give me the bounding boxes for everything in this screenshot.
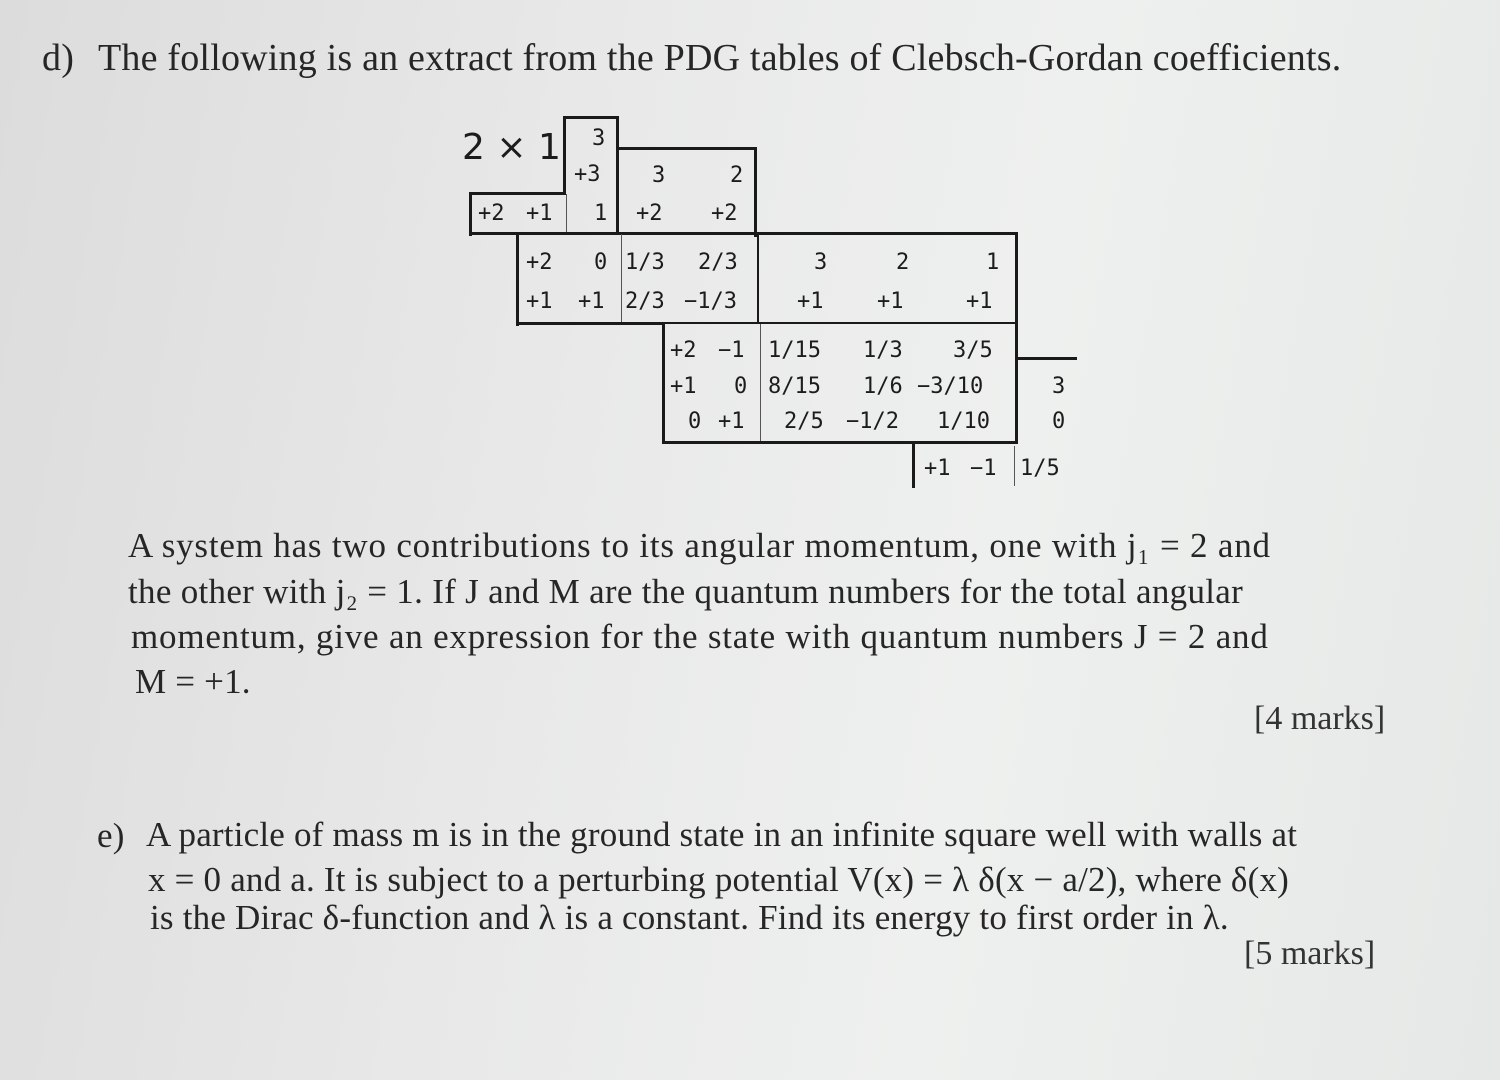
block3-r2-c2: 1/6: [863, 374, 903, 399]
block3-M2: +1: [877, 289, 904, 314]
block2-r2-m2: +1: [578, 289, 605, 314]
block3-r1-c2: 1/3: [863, 338, 903, 363]
block2-r1-c2: 2/3: [698, 250, 738, 275]
part-d-marks: [4 marks]: [1254, 700, 1386, 737]
block4-r1-m2: −1: [970, 456, 997, 481]
part-d-label: d): [42, 37, 75, 79]
block3-J1: 3: [814, 250, 828, 275]
block1-coeff: 1: [594, 201, 608, 226]
block4-r1-m1: +1: [924, 456, 951, 481]
block2-J2: 2: [730, 163, 744, 188]
block2-r2-m1: +1: [526, 289, 553, 314]
block3-r1-c1: 1/15: [768, 338, 821, 363]
block1-m2: +1: [526, 201, 553, 226]
block2-r2-c2: −1/3: [684, 289, 737, 314]
block3-J3: 1: [986, 250, 1000, 275]
part-d-question-line-3: momentum, give an expression for the state with quantum numbers J = 2 and: [131, 617, 1269, 656]
block2-r2-c1: 2/3: [625, 289, 665, 314]
block3-M1: +1: [797, 289, 824, 314]
part-d-question-line-2: the other with j₂ = 1. If J and M are the quantum numbers for the total angular: [128, 572, 1244, 611]
block3-r2-m1: +1: [670, 374, 697, 399]
part-e-marks: [5 marks]: [1244, 935, 1376, 972]
block3-r3-c3: 1/10: [937, 409, 990, 434]
part-d-question-line-4: M = +1.: [135, 662, 251, 701]
block1-m1: +2: [478, 201, 505, 226]
block2-M2: +2: [711, 201, 738, 226]
block2-J1: 3: [652, 163, 666, 188]
block2-r1-m2: 0: [594, 250, 608, 275]
block3-M3: +1: [966, 289, 993, 314]
block3-r2-c3: −3/10: [917, 374, 984, 399]
cg-table-title: 2 × 1: [462, 127, 561, 168]
block1-J: 3: [592, 126, 606, 151]
part-e-question-line-2: x = 0 and a. It is subject to a perturbing potential V(x) = λ δ(x − a/2), where δ(x): [148, 860, 1290, 899]
block3-r1-c3: 3/5: [953, 338, 993, 363]
part-e-question-line-3: is the Dirac δ-function and λ is a constant. Find its energy to first order in λ.: [150, 898, 1229, 937]
block3-r1-m1: +2: [670, 338, 697, 363]
block3-r3-c1: 2/5: [784, 409, 824, 434]
block2-r1-c1: 1/3: [625, 250, 665, 275]
part-d-question-line-1: A system has two contributions to its angular momentum, one with j₁ = 2 and: [128, 526, 1271, 565]
block4-r1-c1: 1/5: [1020, 456, 1060, 481]
block3-r1-m2: −1: [718, 338, 745, 363]
block3-r2-c1: 8/15: [768, 374, 821, 399]
part-d-intro: The following is an extract from the PDG tables of Clebsch-Gordan coefficients.: [98, 37, 1342, 79]
block3-r3-m1: 0: [688, 409, 702, 434]
block3-J2: 2: [896, 250, 910, 275]
block3-r3-c2: −1/2: [846, 409, 899, 434]
block4-M: 0: [1052, 409, 1066, 434]
block2-r1-m1: +2: [526, 250, 553, 275]
block1-M: +3: [574, 162, 601, 187]
block2-M1: +2: [636, 201, 663, 226]
block4-J: 3: [1052, 374, 1066, 399]
part-e-question-line-1: A particle of mass m is in the ground state in an infinite square well with walls at: [146, 815, 1298, 854]
part-e-label: e): [97, 816, 125, 855]
block3-r2-m2: 0: [734, 374, 748, 399]
block3-r3-m2: +1: [718, 409, 745, 434]
